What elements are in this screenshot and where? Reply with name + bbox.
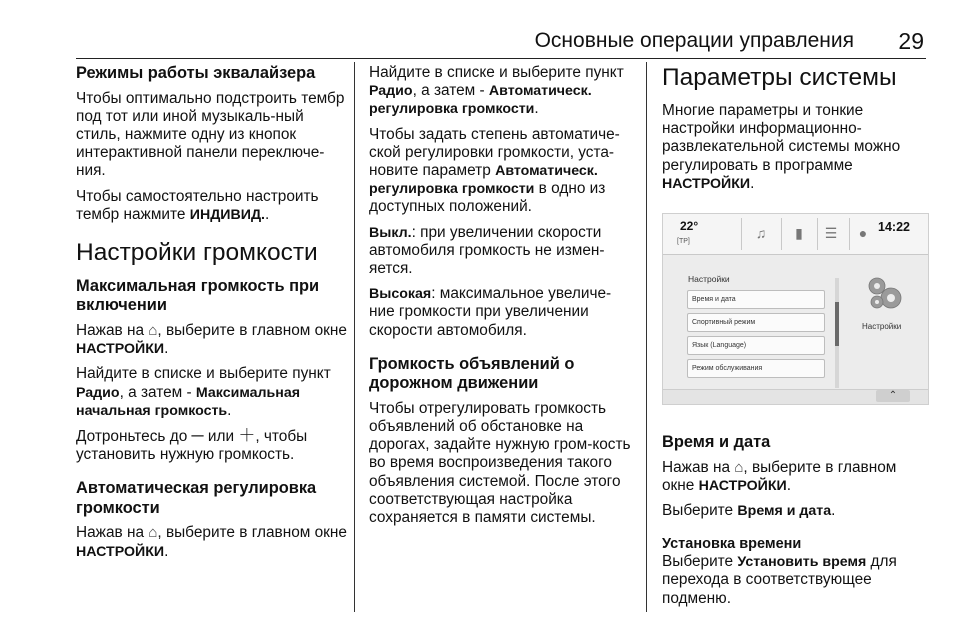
paragraph: Высокая: максимальное увеличе-ние громкости при увеличении скорости автомобиля. xyxy=(369,285,612,339)
plus-icon: ＋ xyxy=(238,425,256,445)
column-divider xyxy=(354,62,355,612)
page-header xyxy=(76,28,926,59)
phone-icon: ▮ xyxy=(795,225,803,242)
screen-menu-item: Режим обслуживания xyxy=(687,359,825,378)
chevron-up-icon: ⌃ xyxy=(876,390,910,402)
music-note-icon: ♫ xyxy=(755,225,767,242)
header-title: Основные операции управления xyxy=(534,29,854,52)
paragraph: Нажав на ⌂, выберите в главном окне НАСТРОЙКИ. xyxy=(662,458,897,494)
subheading-max-volume: Максимальная громкость при включении xyxy=(76,276,320,315)
screen-settings-title: Настройки xyxy=(688,274,730,285)
paragraph: Найдите в списке и выберите пункт Радио, а затем - Автоматическ. регулировка громкости. xyxy=(369,64,624,118)
minus-icon: ─ xyxy=(191,425,204,445)
screen-menu-item: Язык (Language) xyxy=(687,336,825,355)
column-1 xyxy=(76,64,348,568)
column-2 xyxy=(369,64,635,534)
paragraph: Чтобы задать степень автоматиче-ской регулировки громкости, уста-новите параметр Автоматическ. регулировка громкости в одно из доступных положений. xyxy=(369,125,620,216)
subheading-traffic-announcements: Громкость объявлений о дорожном движении xyxy=(369,354,575,393)
app-icon: ☰ xyxy=(824,225,838,242)
paragraph: Чтобы оптимально подстроить тембр под тот или иной музыкаль-ный стиль, нажмите одну из кнопок интерактивной панели переключе-ния. xyxy=(76,89,345,180)
section-heading-volume: Настройки громкости xyxy=(76,238,318,266)
paragraph: Нажав на ⌂, выберите в главном окне НАСТРОЙКИ. xyxy=(76,524,347,560)
home-icon: ⌂ xyxy=(148,524,158,542)
paragraph: Выберите Время и дата. xyxy=(662,501,836,519)
screen-clock: 14:22 xyxy=(878,220,910,235)
section-heading-system: Параметры системы xyxy=(662,64,897,91)
home-icon: ⌂ xyxy=(148,321,158,339)
column-3 xyxy=(662,64,928,615)
subheading-auto-volume: Автоматическая регулировка громкости xyxy=(76,479,317,517)
screen-menu-item: Время и дата xyxy=(687,290,825,309)
screen-temperature: 22° xyxy=(680,219,699,234)
paragraph: Многие параметры и тонкие настройки информационно-развлекательной системы можно регулировать в программе НАСТРОЙКИ. xyxy=(662,102,901,192)
paragraph: Найдите в списке и выберите пункт Радио, а затем - Максимальная начальная громкость. xyxy=(76,365,331,419)
gear-icon xyxy=(863,272,905,316)
screen-menu-item: Спортивный режим xyxy=(687,313,825,332)
page-number: 29 xyxy=(898,28,924,54)
info-icon: ● xyxy=(858,225,868,242)
paragraph: Чтобы самостоятельно настроить тембр нажмите ИНДИВИД.. xyxy=(76,187,319,223)
subheading-set-time: Установка времени xyxy=(662,536,802,553)
column-divider xyxy=(646,62,647,612)
paragraph: Чтобы отрегулировать громкость объявлений об обстановке на дорогах, задайте нужную гром-кость во время воспроизведения такого объявления системой. После этого соответствующая настройка сохраняется в памяти системы. xyxy=(369,399,631,527)
paragraph: Дотроньтесь до ─ или ＋, чтобы установить нужную громкость. xyxy=(76,425,308,464)
screen-tp-indicator: [TP] xyxy=(677,238,690,246)
paragraph: Выкл.: при увеличении скорости автомобиля громкость не измен-яется. xyxy=(369,223,605,278)
home-icon: ⌂ xyxy=(734,458,744,476)
settings-screen-image xyxy=(662,213,929,405)
paragraph: Выберите Установить время для перехода в соответствующее подменю. xyxy=(662,553,897,607)
screen-gear-label: Настройки xyxy=(862,322,902,332)
subheading-time-date: Время и дата xyxy=(662,433,771,452)
screen-scroll-thumb xyxy=(835,302,839,346)
paragraph: Нажав на ⌂, выберите в главном окне НАСТРОЙКИ. xyxy=(76,321,347,358)
section-heading-equalizer: Режимы работы эквалайзера xyxy=(76,64,316,82)
